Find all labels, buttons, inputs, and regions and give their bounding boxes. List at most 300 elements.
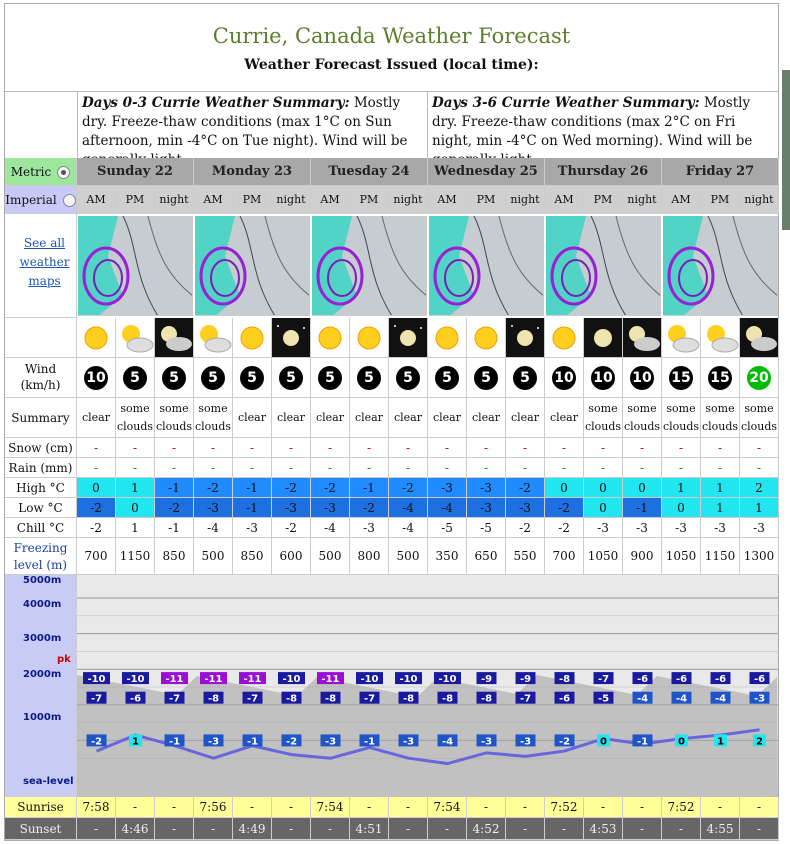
rain-cell: - (155, 458, 194, 478)
temp-tag: -3 (519, 736, 532, 748)
rain-cell: - (350, 458, 389, 478)
altitude-label: 3000m (23, 633, 62, 644)
summary-cell: some clouds (701, 398, 740, 438)
wind-speed-badge: 10 (552, 366, 576, 390)
temp-tag: -7 (597, 674, 610, 686)
temp-tag: -8 (402, 693, 415, 705)
temp-tag: -10 (360, 674, 379, 686)
temp-tag: -7 (363, 693, 376, 705)
temp-tag: -3 (753, 693, 766, 705)
weather-map[interactable] (663, 216, 778, 316)
rain-cell: - (77, 458, 116, 478)
time-of-day: night (506, 186, 545, 214)
temp-tag: -7 (168, 693, 181, 705)
snow-cell: - (272, 438, 311, 458)
temp-tag: 1 (132, 736, 139, 748)
temp-tag: -7 (90, 693, 103, 705)
high-cell: -1 (233, 478, 272, 498)
weather-map[interactable] (429, 216, 544, 316)
high-cell: 1 (662, 478, 701, 498)
clear-night-icon (389, 318, 428, 358)
freezing-cell: 850 (155, 538, 194, 575)
freezing-cell: 850 (233, 538, 272, 575)
high-cell: -3 (428, 478, 467, 498)
time-of-day: night (623, 186, 662, 214)
snow-cell: - (194, 438, 233, 458)
snow-label: Snow (cm) (5, 438, 77, 458)
sunrise-cell: 7:52 (662, 797, 701, 818)
snow-cell: - (662, 438, 701, 458)
sunrise-cell: - (467, 797, 506, 818)
wind-arrow (77, 358, 116, 398)
sunset-label: Sunset (5, 818, 77, 840)
wind-arrow (701, 358, 740, 398)
sunset-cell: 4:49 (233, 818, 272, 840)
map-image (195, 216, 310, 316)
low-cell: -3 (467, 498, 506, 518)
sunset-cell: - (272, 818, 311, 840)
chill-cell: -3 (662, 518, 701, 538)
snow-cell: - (77, 438, 116, 458)
low-cell: -3 (272, 498, 311, 518)
weather-map[interactable] (312, 216, 427, 316)
high-cell: -1 (155, 478, 194, 498)
moon-cloud-icon (623, 318, 662, 358)
freezing-cell: 700 (77, 538, 116, 575)
weather-map[interactable] (195, 216, 310, 316)
sunset-cell: 4:46 (116, 818, 155, 840)
rain-cell: - (467, 458, 506, 478)
summary-label: Summary (5, 398, 77, 438)
moon-cloud-icon (155, 318, 194, 358)
high-cell: -2 (389, 478, 428, 498)
imperial-radio[interactable] (63, 194, 76, 207)
partly-cloudy-icon (662, 318, 701, 358)
sunrise-cell: - (623, 797, 662, 818)
wind-speed-badge: 5 (318, 366, 342, 390)
clear-night-icon (506, 318, 545, 358)
see-all-weather-maps-link[interactable]: See all weather maps (19, 236, 70, 288)
temp-tag: -8 (441, 693, 454, 705)
metric-radio[interactable] (57, 166, 70, 179)
time-of-day: night (389, 186, 428, 214)
temp-tag: -10 (438, 674, 457, 686)
partly-cloudy-icon (116, 318, 155, 358)
freezing-cell: 1050 (584, 538, 623, 575)
sun-icon (545, 318, 584, 358)
temp-tag: -6 (129, 693, 142, 705)
time-of-day: AM (77, 186, 116, 214)
wind-label-text: Wind (km/h) (20, 362, 61, 392)
wind-arrow (233, 358, 272, 398)
temp-tag: -5 (597, 693, 610, 705)
summary-cell: clear (350, 398, 389, 438)
temp-tag: -3 (402, 736, 415, 748)
wind-label (5, 358, 77, 398)
high-cell: -2 (311, 478, 350, 498)
wind-arrow (116, 358, 155, 398)
sun-icon (545, 318, 584, 358)
temp-tag: -10 (399, 674, 418, 686)
rain-cell: - (233, 458, 272, 478)
forecast-table (4, 3, 779, 841)
low-cell: 1 (701, 498, 740, 518)
day-header: Friday 27 (662, 158, 779, 186)
temp-tag: -8 (207, 693, 220, 705)
page-title: Currie, Canada Weather Forecast (212, 24, 571, 48)
temp-tag: -7 (246, 693, 259, 705)
moon-icon (584, 318, 623, 358)
freezing-cell: 350 (428, 538, 467, 575)
low-cell: -3 (506, 498, 545, 518)
summary-cell: clear (272, 398, 311, 438)
temp-tag: -10 (282, 674, 301, 686)
snow-cell: - (389, 438, 428, 458)
low-cell: -2 (77, 498, 116, 518)
high-cell: -2 (272, 478, 311, 498)
chill-cell: -4 (194, 518, 233, 538)
chill-cell: -5 (428, 518, 467, 538)
low-cell: -1 (233, 498, 272, 518)
snow-cell: - (311, 438, 350, 458)
temp-tag: -3 (207, 736, 220, 748)
temp-tag: -8 (558, 674, 571, 686)
summary-text: Mostly dry. Freeze-thaw conditions (max 2°C on Fri night, min -4°C on Wed morning). Wind will be (432, 95, 753, 149)
temp-tag: -11 (204, 674, 223, 686)
wind-speed-badge: 15 (669, 366, 693, 390)
sunrise-cell: 7:54 (311, 797, 350, 818)
sunrise-cell: - (350, 797, 389, 818)
altitude-label: 2000m (23, 669, 62, 680)
summary-heading: Days 3-6 Currie Weather Summary: (432, 95, 700, 111)
maps-link-cell (5, 214, 77, 318)
freezing-cell: 500 (194, 538, 233, 575)
temp-tag: -9 (519, 674, 532, 686)
map-image (78, 216, 193, 316)
low-cell: 1 (740, 498, 779, 518)
wind-arrow (311, 358, 350, 398)
snow-cell: - (740, 438, 779, 458)
chill-cell: -4 (311, 518, 350, 538)
sunset-cell: - (389, 818, 428, 840)
sun-icon (350, 318, 389, 358)
high-cell: -2 (194, 478, 233, 498)
summary-cell: clear (428, 398, 467, 438)
low-cell: -4 (428, 498, 467, 518)
time-of-day: AM (545, 186, 584, 214)
low-cell: -2 (350, 498, 389, 518)
sunset-cell: 4:52 (467, 818, 506, 840)
freezing-cell: 1050 (662, 538, 701, 575)
temp-tag: -10 (126, 674, 145, 686)
altitude-label: sea-level (23, 776, 74, 787)
wind-arrow (272, 358, 311, 398)
high-cell: -1 (350, 478, 389, 498)
chill-cell: -3 (233, 518, 272, 538)
partly-cloudy-icon (194, 318, 233, 358)
temp-tag: -6 (558, 693, 571, 705)
metric-label: Metric (10, 165, 52, 179)
time-of-day: PM (233, 186, 272, 214)
freezing-cell: 1150 (701, 538, 740, 575)
map-image (312, 216, 427, 316)
rain-cell: - (623, 458, 662, 478)
sun-icon (77, 318, 116, 358)
sun-icon (233, 318, 272, 358)
altitude-label: 5000m (23, 575, 62, 586)
moon-icon (584, 318, 623, 358)
wind-speed-badge: 5 (396, 366, 420, 390)
summary-days-3-6 (427, 92, 778, 158)
high-cell: 1 (701, 478, 740, 498)
summary-cell: clear (467, 398, 506, 438)
rain-cell: - (272, 458, 311, 478)
snow-cell: - (701, 438, 740, 458)
sunrise-cell: - (116, 797, 155, 818)
map-image (663, 216, 778, 316)
sun-icon (467, 318, 506, 358)
sunset-cell: - (311, 818, 350, 840)
sunrise-cell: - (389, 797, 428, 818)
wind-speed-badge: 5 (357, 366, 381, 390)
temp-tag: -2 (285, 736, 298, 748)
wind-speed-badge: 10 (630, 366, 654, 390)
moon-cloud-icon (623, 318, 662, 358)
summary-cell: some clouds (662, 398, 701, 438)
altitude-labels (5, 575, 77, 797)
wind-arrow (662, 358, 701, 398)
high-cell: 1 (116, 478, 155, 498)
day-header: Sunday 22 (77, 158, 194, 186)
chill-cell: -3 (623, 518, 662, 538)
sunrise-cell: - (740, 797, 779, 818)
temp-tag: -8 (324, 693, 337, 705)
summary-days-0-3 (77, 92, 427, 158)
sunset-cell: - (77, 818, 116, 840)
temp-tag: -6 (714, 674, 727, 686)
summary-cell: clear (233, 398, 272, 438)
rain-cell: - (389, 458, 428, 478)
altitude-label: 4000m (23, 599, 62, 610)
low-cell: -1 (623, 498, 662, 518)
chill-cell: -2 (545, 518, 584, 538)
low-cell: -4 (389, 498, 428, 518)
sun-icon (428, 318, 467, 358)
summary-row (5, 92, 778, 159)
temp-tag: -1 (246, 736, 259, 748)
sunset-cell: - (428, 818, 467, 840)
snow-cell: - (233, 438, 272, 458)
partly-cloudy-icon (194, 318, 233, 358)
summary-text: Mostly dry. Freeze-thaw conditions (max 1°C on Sun afternoon, min -4°C on Tue night). Wind will be (82, 95, 408, 149)
sunset-cell: 4:51 (350, 818, 389, 840)
clear-night-icon (389, 318, 428, 358)
sunset-cell: - (662, 818, 701, 840)
rain-cell: - (311, 458, 350, 478)
snow-cell: - (584, 438, 623, 458)
rain-cell: - (584, 458, 623, 478)
sunset-cell: - (506, 818, 545, 840)
sunrise-cell: - (233, 797, 272, 818)
chill-cell: -3 (350, 518, 389, 538)
sunset-cell: - (740, 818, 779, 840)
summary-cell: clear (77, 398, 116, 438)
high-cell: 0 (77, 478, 116, 498)
temp-tag: 2 (756, 736, 763, 748)
partly-cloudy-icon (701, 318, 740, 358)
unit-imperial-option[interactable] (5, 186, 77, 214)
chart-svg (77, 575, 778, 797)
time-of-day: PM (116, 186, 155, 214)
moon-cloud-icon (155, 318, 194, 358)
wind-arrow (584, 358, 623, 398)
rain-cell: - (194, 458, 233, 478)
chill-label: Chill °C (5, 518, 77, 538)
temp-tag: -2 (558, 736, 571, 748)
chill-cell: -2 (272, 518, 311, 538)
temp-tag: -7 (519, 693, 532, 705)
partly-cloudy-icon (701, 318, 740, 358)
sun-icon (428, 318, 467, 358)
temp-tag: -2 (90, 736, 103, 748)
wind-arrow (545, 358, 584, 398)
partly-cloudy-icon (662, 318, 701, 358)
sun-icon (233, 318, 272, 358)
high-cell: -3 (467, 478, 506, 498)
sunrise-label: Sunrise (5, 797, 77, 818)
imperial-label: Imperial (5, 193, 57, 207)
temp-tag: -6 (675, 674, 688, 686)
sunset-cell: - (194, 818, 233, 840)
sunrise-cell: - (272, 797, 311, 818)
chill-cell: -5 (467, 518, 506, 538)
wind-arrow (740, 358, 779, 398)
rain-label: Rain (mm) (5, 458, 77, 478)
altitude-label: 1000m (23, 712, 62, 723)
wind-arrow (623, 358, 662, 398)
wind-arrow (155, 358, 194, 398)
low-cell: 0 (116, 498, 155, 518)
sunset-cell: - (155, 818, 194, 840)
chill-cell: -3 (701, 518, 740, 538)
rain-cell: - (506, 458, 545, 478)
low-cell: -3 (311, 498, 350, 518)
summary-cell: some clouds (623, 398, 662, 438)
high-cell: 2 (740, 478, 779, 498)
summary-cell: clear (311, 398, 350, 438)
temp-tag: -8 (480, 693, 493, 705)
sunset-cell: - (623, 818, 662, 840)
summary-cell: clear (389, 398, 428, 438)
sun-icon (350, 318, 389, 358)
chill-cell: -3 (584, 518, 623, 538)
summary-cell: some clouds (584, 398, 623, 438)
time-of-day: AM (194, 186, 233, 214)
temp-tag: -11 (243, 674, 262, 686)
wind-speed-badge: 20 (747, 366, 771, 390)
summary-cell: clear (506, 398, 545, 438)
freezing-cell: 800 (350, 538, 389, 575)
wind-speed-badge: 5 (474, 366, 498, 390)
side-ad-strip (782, 70, 790, 230)
sunrise-cell: 7:56 (194, 797, 233, 818)
time-of-day: AM (662, 186, 701, 214)
temp-tag: -3 (480, 736, 493, 748)
wind-speed-badge: 15 (708, 366, 732, 390)
unit-metric-option[interactable] (5, 158, 77, 186)
weather-map[interactable] (546, 216, 661, 316)
temp-tag: -11 (321, 674, 340, 686)
rain-cell: - (428, 458, 467, 478)
map-image (429, 216, 544, 316)
time-of-day: PM (701, 186, 740, 214)
day-header: Wednesday 25 (428, 158, 545, 186)
time-of-day: night (155, 186, 194, 214)
low-label: Low °C (5, 498, 77, 518)
temp-tag: -4 (714, 693, 727, 705)
chill-cell: -4 (389, 518, 428, 538)
sunrise-cell: - (701, 797, 740, 818)
freezing-cell: 550 (506, 538, 545, 575)
chill-cell: 1 (116, 518, 155, 538)
peak-label: pk (57, 654, 71, 665)
summary-cell: some clouds (194, 398, 233, 438)
temp-tag: -8 (285, 693, 298, 705)
snow-cell: - (116, 438, 155, 458)
time-of-day: night (272, 186, 311, 214)
freezing-cell: 500 (311, 538, 350, 575)
snow-cell: - (623, 438, 662, 458)
wind-speed-badge: 10 (84, 366, 108, 390)
partly-cloudy-icon (116, 318, 155, 358)
header (5, 4, 778, 92)
wind-speed-badge: 5 (123, 366, 147, 390)
temp-tag: -9 (480, 674, 493, 686)
temp-tag: -6 (753, 674, 766, 686)
day-header: Monday 23 (194, 158, 311, 186)
sunrise-cell: - (584, 797, 623, 818)
wind-speed-badge: 5 (279, 366, 303, 390)
time-of-day: AM (428, 186, 467, 214)
summary-cell: some clouds (740, 398, 779, 438)
temp-tag: -11 (165, 674, 184, 686)
rain-cell: - (662, 458, 701, 478)
wind-arrow (506, 358, 545, 398)
low-cell: -3 (194, 498, 233, 518)
low-cell: 0 (584, 498, 623, 518)
time-of-day: AM (311, 186, 350, 214)
weather-map[interactable] (78, 216, 193, 316)
high-cell: -2 (506, 478, 545, 498)
high-label: High °C (5, 478, 77, 498)
freezing-level-chart (77, 575, 778, 797)
clear-night-icon (506, 318, 545, 358)
sunrise-cell: 7:54 (428, 797, 467, 818)
wind-speed-badge: 5 (435, 366, 459, 390)
time-of-day: PM (467, 186, 506, 214)
wind-speed-badge: 5 (513, 366, 537, 390)
temp-tag: 0 (678, 736, 685, 748)
sun-icon (77, 318, 116, 358)
freezing-cell: 1300 (740, 538, 779, 575)
rain-cell: - (740, 458, 779, 478)
high-cell: 0 (623, 478, 662, 498)
sun-icon (311, 318, 350, 358)
summary-cell: clear (545, 398, 584, 438)
temp-tag: -3 (324, 736, 337, 748)
temp-tag: -1 (636, 736, 649, 748)
map-image (546, 216, 661, 316)
